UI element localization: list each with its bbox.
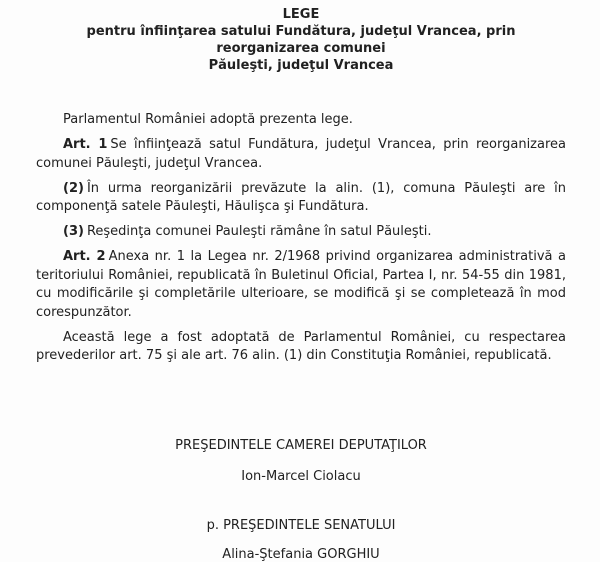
signature-block: [36, 438, 566, 562]
paragraph-art-1: [36, 136, 566, 173]
title-line-3: Păuleşti, judeţul Vrancea: [208, 58, 394, 73]
signature-name-deputies: Ion-Marcel Ciolacu: [241, 468, 361, 484]
article-label: (3): [63, 224, 84, 239]
signature-name-senate: Alina-Ştefania GORGHIU: [222, 546, 380, 562]
document-title: [36, 6, 566, 74]
paragraph-text: Reşedinţa comunei Pauleşti rămâne în satul Păuleşti.: [86, 224, 432, 239]
article-label: Art. 1: [63, 137, 108, 152]
paragraph-alin-2: [36, 180, 566, 217]
paragraph-constitution: [36, 329, 566, 366]
paragraph-text: Se înfiinţează satul Fundătura, judeţul Vrancea, prin reorganizarea comunei Păuleşti, judeţul Vrancea.: [36, 137, 566, 171]
paragraph-text: Parlamentul României adoptă prezenta lege.: [63, 112, 353, 127]
title-line-2: pentru înfiinţarea satului Fundătura, judeţul Vrancea, prin reorganizarea comunei: [86, 24, 516, 56]
paragraph-alin-3: [36, 223, 566, 242]
document-body: [36, 111, 566, 366]
signature-title-deputies: PREŞEDINTELE CAMEREI DEPUTAŢILOR: [175, 437, 427, 453]
paragraph-art-2: [36, 248, 566, 322]
title-law-type: LEGE: [282, 7, 320, 22]
paragraph-text: În urma reorganizării prevăzute la alin. (1), comuna Păuleşti are în componenţă satele Păuleşti, Hăulişca şi Fundătura.: [36, 180, 566, 214]
article-label: (2): [63, 180, 84, 196]
signature-title-senate: p. PREŞEDINTELE SENATULUI: [206, 517, 396, 533]
paragraph-text: Anexa nr. 1 la Legea nr. 2/1968 privind organizarea administrativă a teritoriului României, republicată în Buletinul Oficial, Partea I, nr. 54-55 din 1981, cu modificările şi completările ulterioare, se modifică şi se completează în mod corespunzător.: [36, 249, 567, 320]
paragraph-text: Această lege a fost adoptată de Parlamentul României, cu respectarea prevederilor art. 75 şi ale art. 76 alin. (1) din Constituţia României, republicată.: [36, 329, 566, 363]
paragraph-adoption: [36, 111, 566, 130]
article-label: Art. 2: [63, 249, 106, 264]
